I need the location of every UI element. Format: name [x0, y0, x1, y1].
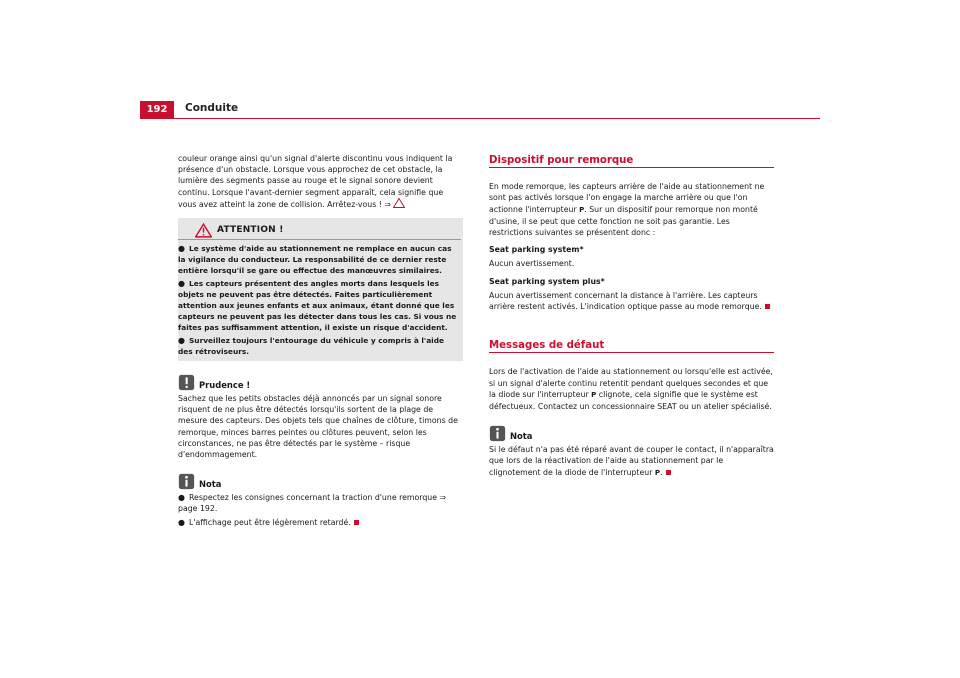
bullet-icon: ●	[178, 244, 185, 254]
header-rule	[140, 118, 820, 119]
end-of-section-mark	[666, 470, 671, 475]
intro-paragraph	[178, 153, 463, 210]
warning-triangle-icon	[393, 198, 405, 208]
nota-header	[178, 470, 463, 490]
right-column	[489, 153, 774, 482]
end-of-section-mark	[354, 520, 359, 525]
nota-item: ● Respectez les consignes concernant la traction d'une remorque ⇒ page 192.	[178, 493, 447, 514]
fault-paragraph: Lors de l'activation de l'aide au stationnement ou lorsqu'elle est activée, si un signal d'alerte continu retentit pendant quelques secondes et que la diode sur l'interrupteur P clignote, cela signifie que le système est défectueux. Contactez un concessionnaire SEAT ou un atelier spécialisé.	[489, 367, 773, 412]
parking-switch-icon: P	[654, 468, 661, 477]
intro-text: couleur orange ainsi qu'un signal d'alerte discontinu vous indiquent la présence d'un obstacle. Lorsque vous approchez de cet obstacle, la lumière des segments passe au rouge et le signal sonore devient continu. Lorsque l'avant-dernier segment apparaît, cela signifie que vous avez atteint la zone de collision. Arrêtez-vous !	[178, 154, 453, 209]
parking-switch-icon: P	[579, 205, 585, 214]
bullet-icon: ●	[178, 493, 185, 503]
attention-title: ATTENTION !	[217, 224, 284, 235]
caution-icon	[178, 374, 195, 391]
bullet-icon: ●	[178, 517, 185, 527]
nota-item: ● L'affichage peut être légèrement retardé.	[178, 517, 463, 528]
nota-title: Nota	[510, 431, 533, 442]
parking-system-text: Aucun avertissement.	[489, 259, 575, 269]
warning-triangle-icon	[195, 223, 212, 238]
prudence-title: Prudence !	[199, 379, 251, 390]
attention-item: ● Les capteurs présentent des angles morts dans lesquels les objets ne peuvent pas être détectés. Faites particulièrement attention aux jeunes enfants et aux animaux, étant donné que les capteurs ne peuvent pas les détecter dans tous les cas. Si vous ne faites pas suffisamment attention, il existe un risque d'accident.	[178, 279, 457, 333]
chapter-title: Conduite	[185, 102, 239, 114]
attention-box	[178, 218, 463, 361]
nota-title: Nota	[199, 479, 222, 490]
end-of-section-mark	[765, 304, 770, 309]
fault-nota-text: Si le défaut n'a pas été réparé avant de couper le contact, il n'apparaîtra que lors de la réactivation de l'aide au stationnement par le clignotement de la diode de l'interrupteur P.	[489, 445, 774, 477]
section-title-trailer: Dispositif pour remorque	[489, 155, 774, 168]
section-title-fault-messages: Messages de défaut	[489, 340, 774, 353]
page-number: 192	[140, 101, 174, 118]
parking-system-plus-text: Aucun avertissement concernant la distance à l'arrière. Les capteurs arrière restent activés. L'indication optique passe au mode remorque.	[489, 290, 774, 312]
page-header	[140, 101, 820, 120]
nota-header	[489, 422, 774, 442]
prudence-header	[178, 371, 463, 391]
attention-header	[178, 222, 461, 240]
intro-ref: ⇒	[384, 199, 391, 209]
parking-switch-icon: P	[591, 390, 597, 399]
attention-item: ● Le système d'aide au stationnement ne remplace en aucun cas la vigilance du conducteur. La responsabilité de ce dernier reste entière lorsqu'il se gare ou effectue des manœuvres similaires.	[178, 244, 452, 276]
attention-item: ● Surveillez toujours l'entourage du véhicule y compris à l'aide des rétroviseurs.	[178, 336, 445, 357]
subheading-parking-system: Seat parking system*	[489, 245, 584, 255]
info-icon	[178, 473, 195, 490]
trailer-paragraph: En mode remorque, les capteurs arrière de l'aide au stationnement ne sont pas activés lorsque l'on engage la marche arrière ou que l'on actionne l'interrupteur P. Sur un dispositif pour remorque non monté d'usine, il se peut que cette fonction ne soit pas garantie. Les restrictions suivantes se présentent donc :	[489, 182, 765, 238]
left-column	[178, 153, 463, 530]
info-icon	[489, 425, 506, 442]
bullet-icon: ●	[178, 279, 185, 289]
bullet-icon: ●	[178, 336, 185, 346]
subheading-parking-system-plus: Seat parking system plus*	[489, 276, 605, 286]
prudence-text: Sachez que les petits obstacles déjà annoncés par un signal sonore risquent de ne plus être détectés lorsqu'ils sortent de la plage de mesure des capteurs. Des objets tels que chaînes de clôture, timons de remorque, minces barres peintes ou clôtures peuvent, selon les circonstances, ne pas être détectés par le système – risque d'endommagement.	[178, 394, 458, 460]
